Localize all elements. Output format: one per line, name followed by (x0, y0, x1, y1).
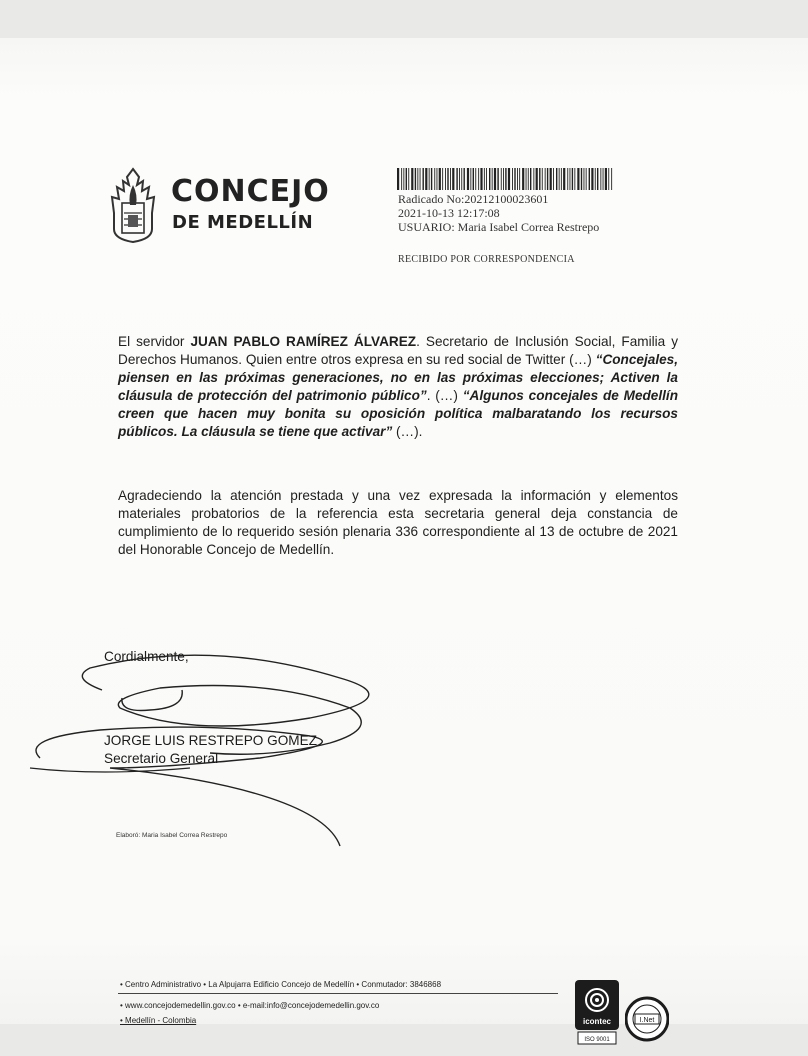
iso-label: ISO 9001 (584, 1037, 610, 1043)
icontec-certification-icon (575, 980, 619, 1056)
document-page (0, 38, 808, 1043)
quote-1: “Concejales, piensen en las próximas generaciones, no en las próximas elecciones; Activen la cláusula de protección del patrimonio público” (118, 352, 678, 403)
p1-text-c: . (…) (426, 388, 463, 403)
quote-2: “Algunos concejales de Medellín creen que hacen muy bonita su oposición política malbaratando los recursos públicos. La cláusula se tiene que activar” (118, 388, 678, 439)
prepared-by: Elaboró: Maria Isabel Correa Restrepo (116, 832, 228, 839)
radicado-user: USUARIO: Maria Isabel Correa Restrepo (398, 220, 600, 234)
footer-address: • Centro Administrativo • La Alpujarra Edificio Concejo de Medellín • Conmutador: 3846868 (120, 980, 442, 989)
footer-city: • Medellín - Colombia (120, 1016, 197, 1025)
coat-of-arms-icon (108, 167, 158, 243)
radicado-number: Radicado No:20212100023601 (398, 192, 549, 206)
p1-text-d: (…). (392, 424, 423, 439)
barcode-icon (397, 168, 615, 190)
signatory-role: Secretario General (104, 751, 219, 766)
org-city: DE MEDELLÍN (172, 212, 314, 233)
p1-text-a: El servidor (118, 334, 191, 349)
icontec-label: icontec (582, 1017, 612, 1026)
paragraph-1 (118, 333, 678, 441)
paragraph-2: Agradeciendo la atención prestada y una vez expresada la información y elementos materiales probatorios de la referencia esta secretaria general deja constancia de cumplimiento de lo requerido sesión plenaria 336 correspondiente al 13 de octubre de 2021 del Honorable Concejo de Medellín. (118, 488, 678, 557)
iqnet-label: I.Net (639, 1017, 655, 1024)
radicado-date: 2021-10-13 12:17:08 (398, 206, 500, 220)
signatory-name: JORGE LUIS RESTREPO GOMEZ (104, 733, 317, 748)
official-name: JUAN PABLO RAMÍREZ ÁLVAREZ (190, 334, 417, 349)
closing: Cordialmente, (104, 649, 189, 664)
received-label: RECIBIDO POR CORRESPONDENCIA (398, 254, 575, 265)
iqnet-certification-icon (625, 996, 669, 1042)
footer-rule-top (118, 993, 558, 994)
p1-text-b: . Secretario de Inclusión Social, Familia y Derechos Humanos. Quien entre otros expresa en su red social de Twitter (…) (118, 334, 678, 367)
footer-contact: • www.concejodemedellin.gov.co • e-mail:info@concejodemedellin.gov.co (120, 1001, 380, 1010)
org-name: CONCEJO (171, 174, 330, 209)
